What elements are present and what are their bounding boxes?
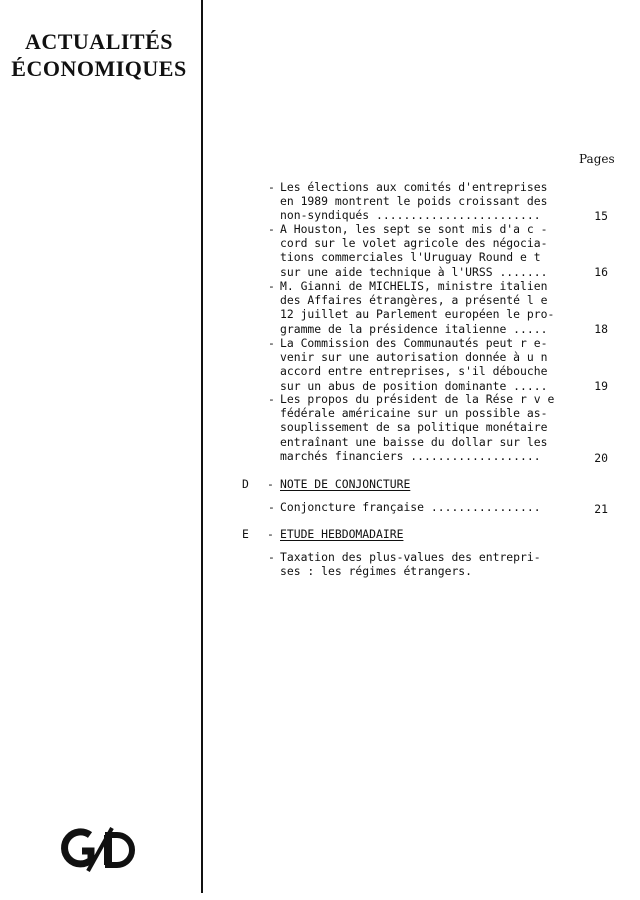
entry-line: Conjoncture française ................: [280, 500, 541, 514]
entry-line: sur un abus de position dominante .....: [280, 378, 548, 393]
entry-line: entraînant une baisse du dollar sur les: [280, 434, 548, 449]
section-dash: -: [267, 477, 274, 491]
entry-line: des Affaires étrangères, a présenté l e: [280, 293, 548, 308]
masthead-line-1: ACTUALITÉS: [24, 29, 174, 54]
toc-entry: [268, 222, 564, 279]
entry-line: non-syndiqués ........................: [280, 208, 541, 223]
entry-dash: -: [268, 336, 275, 350]
page-number: 16: [594, 265, 608, 279]
toc-entry: [268, 550, 564, 578]
entry-line: Les élections aux comités d'entreprises: [280, 180, 548, 194]
toc-entry: [268, 392, 564, 463]
entry-line: Les propos du président de la Rése r v e: [280, 392, 555, 406]
entry-line: M. Gianni de MICHELIS, ministre italien: [280, 279, 548, 293]
toc-entry: [268, 279, 564, 336]
toc-entry: [268, 500, 564, 514]
toc-entry: [268, 180, 564, 223]
entry-line: en 1989 montrent le poids croissant des: [280, 194, 548, 209]
entry-line: fédérale américaine sur un possible as-: [280, 406, 548, 421]
entry-line: 12 juillet au Parlement européen le pro-: [280, 307, 555, 322]
toc-entry: [268, 336, 564, 393]
gd-logo-icon: [56, 822, 146, 878]
entry-dash: -: [268, 500, 275, 514]
entry-dash: -: [268, 550, 275, 564]
entry-line: La Commission des Communautés peut r e-: [280, 336, 548, 350]
masthead-line-2: ÉCONOMIQUES: [11, 56, 187, 81]
page-number: 18: [594, 322, 608, 336]
section-letter: D: [242, 477, 249, 491]
entry-line: cord sur le volet agricole des négocia-: [280, 236, 548, 251]
entry-dash: -: [268, 180, 275, 194]
page-number: 19: [594, 379, 608, 393]
entry-line: Taxation des plus-values des entrepri-: [280, 550, 541, 564]
section-letter: E: [242, 527, 249, 541]
section-dash: -: [267, 527, 274, 541]
entry-line: sur une aide technique à l'URSS .......: [280, 264, 548, 279]
entry-dash: -: [268, 392, 275, 406]
entry-line: marchés financiers ...................: [280, 448, 541, 463]
page-number: 20: [594, 451, 608, 465]
entry-dash: -: [268, 222, 275, 236]
entry-dash: -: [268, 279, 275, 293]
entry-line: ses : les régimes étrangers.: [280, 564, 473, 579]
section-title: NOTE DE CONJONCTURE: [280, 477, 411, 491]
vertical-divider: [201, 0, 203, 893]
entry-line: A Houston, les sept se sont mis d'a c -: [280, 222, 548, 236]
entry-line: venir sur une autorisation donnée à u n: [280, 350, 548, 365]
entry-line: gramme de la présidence italienne .....: [280, 321, 548, 336]
entry-line: souplissement de sa politique monétaire: [280, 420, 548, 435]
entry-line: accord entre entreprises, s'il débouche: [280, 364, 548, 379]
entry-line: tions commerciales l'Uruguay Round e t: [280, 250, 541, 265]
masthead: [0, 28, 198, 82]
section-title: ETUDE HEBDOMADAIRE: [280, 527, 404, 541]
page-number: 21: [594, 502, 608, 516]
page-number: 15: [594, 209, 608, 223]
pages-column-header: Pages: [579, 152, 615, 166]
